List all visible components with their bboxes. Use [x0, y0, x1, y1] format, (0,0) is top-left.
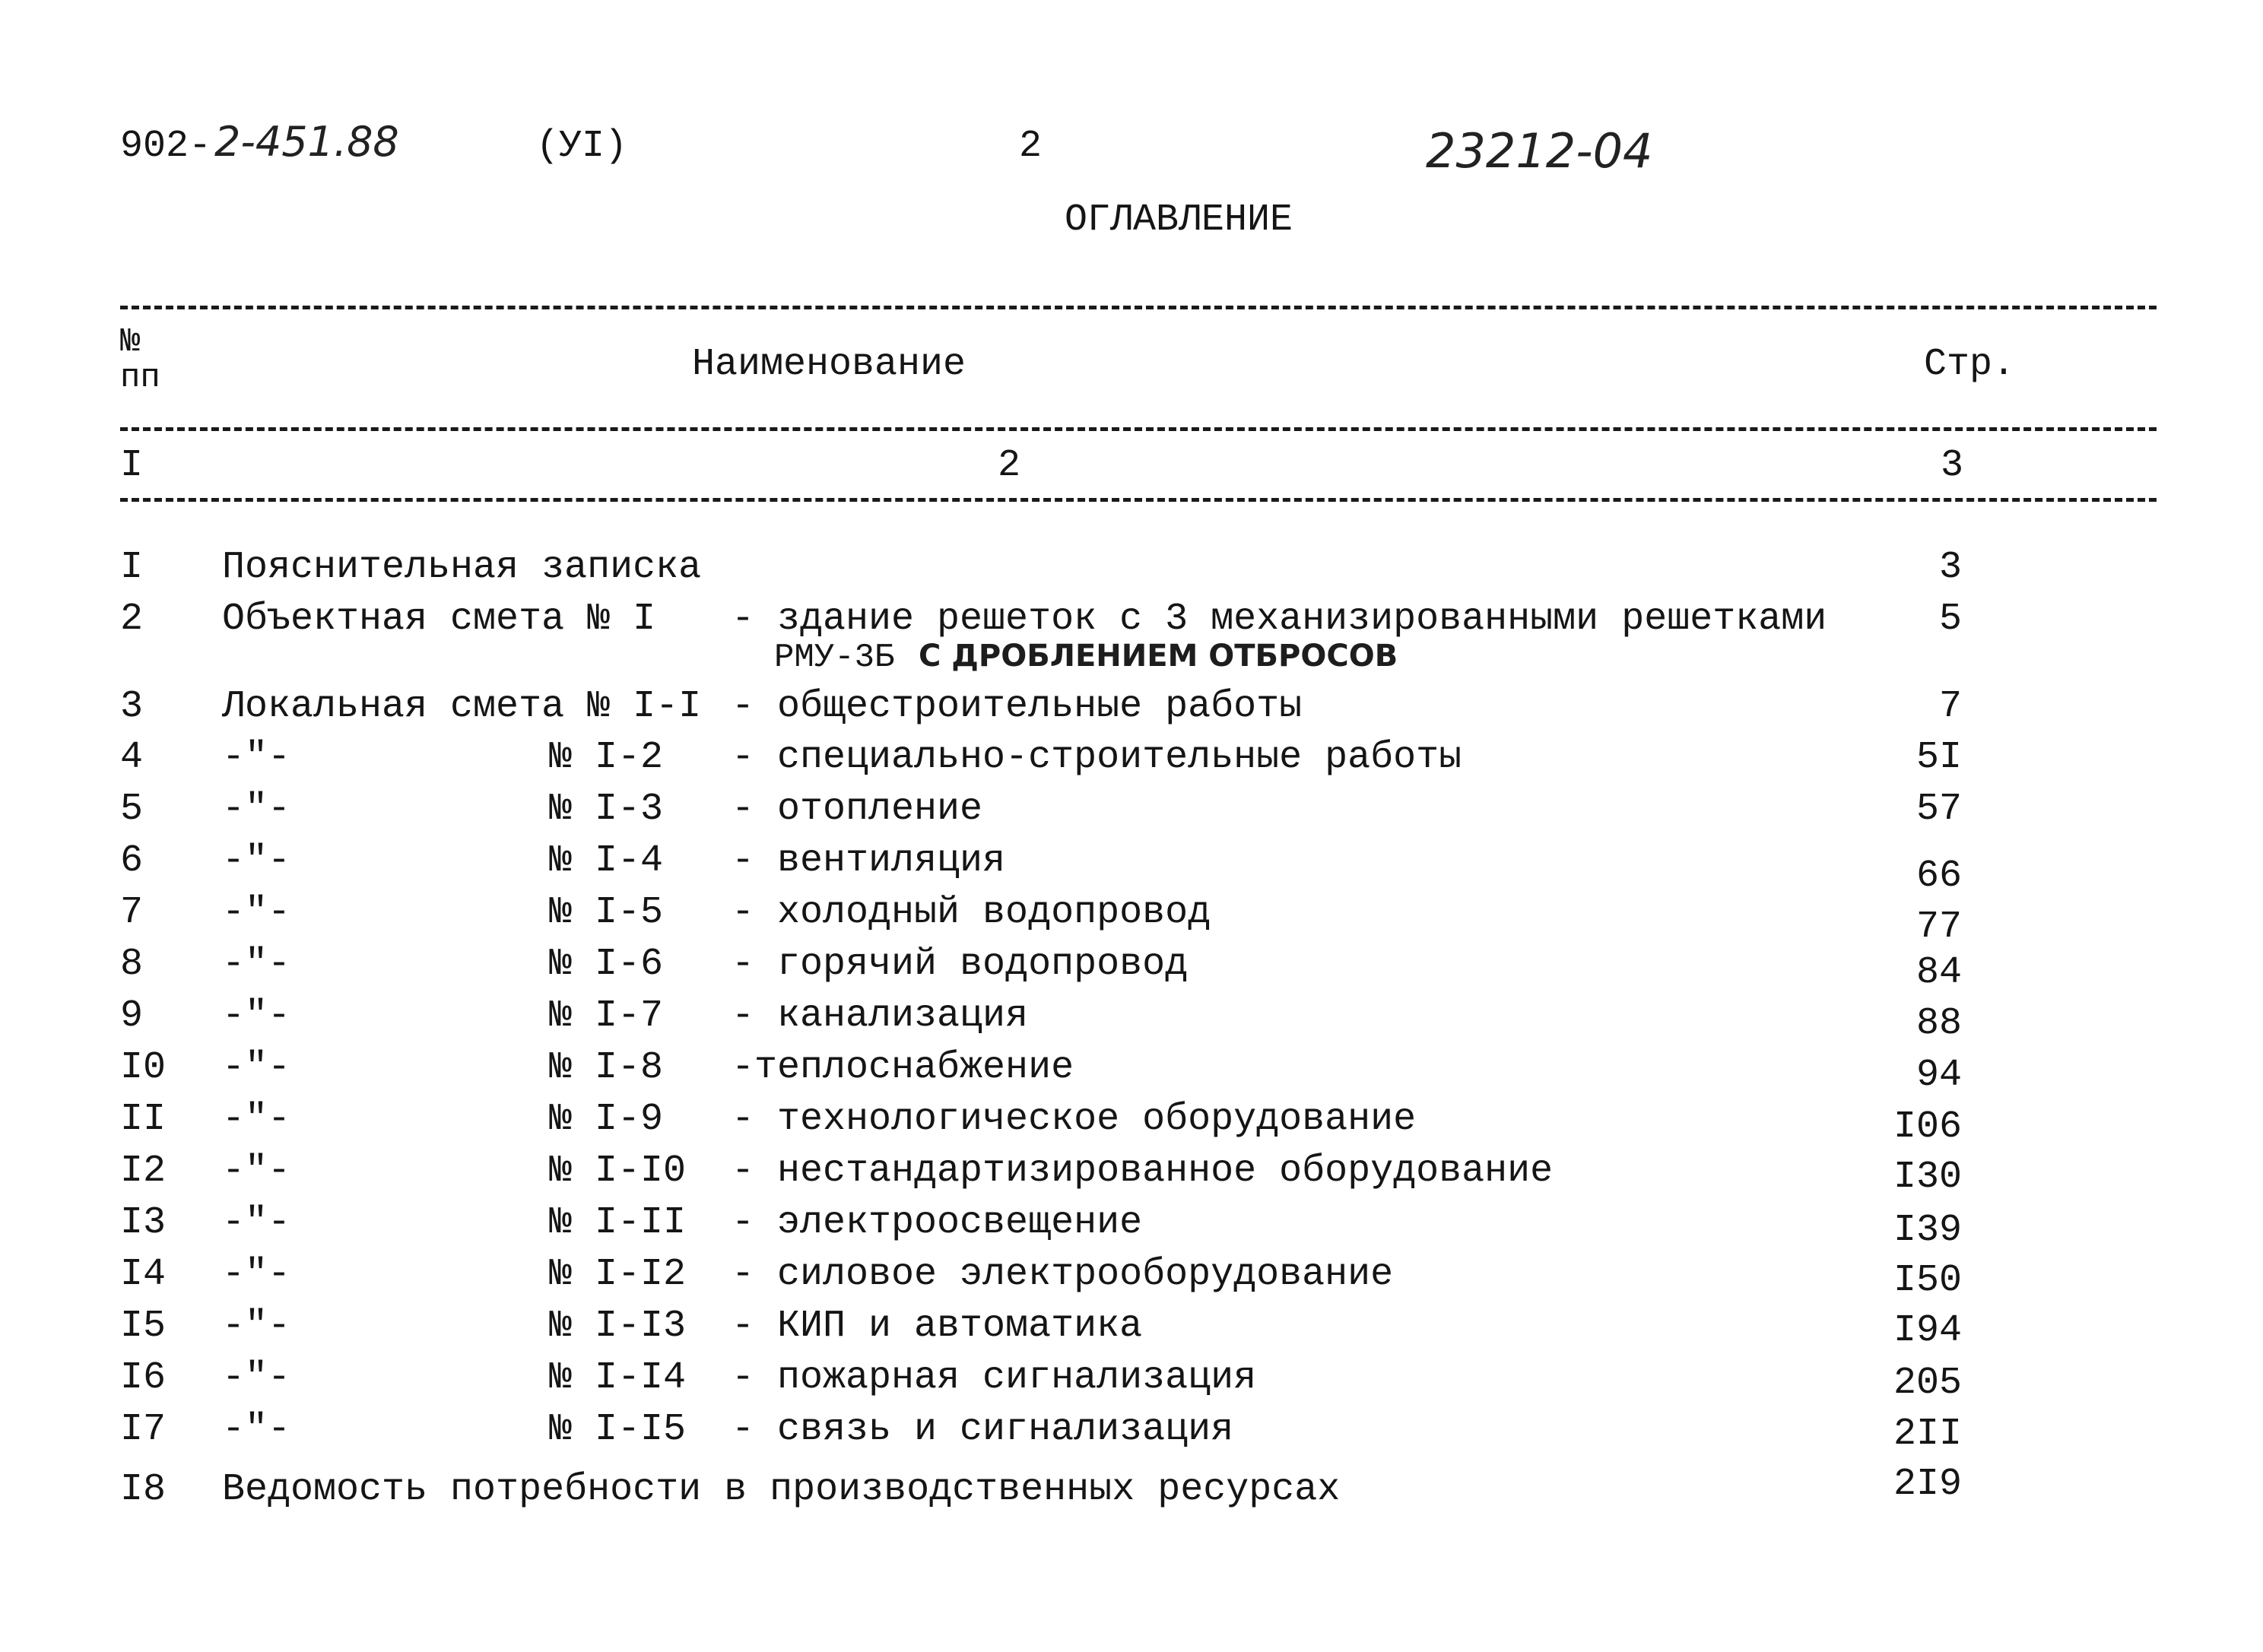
entry-code: № I-2 — [549, 736, 664, 779]
entry-description: - специально-строительные работы — [732, 736, 1462, 779]
entry-description: -теплоснабжение — [732, 1046, 1074, 1089]
entry-ditto: -"- — [222, 1305, 291, 1348]
column-number-2: 2 — [998, 444, 1021, 487]
entry-code: № I-I5 — [549, 1408, 687, 1451]
entry-description: - холодный водопровод — [732, 891, 1211, 934]
column-number-1: I — [120, 444, 144, 487]
doc-number: 23212-04 — [1426, 123, 1653, 179]
entry-ditto: -"- — [222, 788, 291, 831]
entry-num: I0 — [120, 1046, 167, 1089]
entry-page: 77 — [1915, 905, 1962, 949]
entry-description-handwritten: С ДРОБЛЕНИЕМ ОТБРОСОВ — [919, 639, 1398, 674]
entry-ditto: -"- — [222, 1149, 291, 1193]
header-page: Стр. — [1924, 343, 2016, 386]
entry-description: - отопление — [732, 788, 983, 831]
doc-code-handwritten: 2-451.88 — [214, 118, 399, 166]
doc-code-prefix: 902- — [120, 125, 212, 168]
entry-num: I4 — [120, 1253, 167, 1296]
entry-ditto: -"- — [222, 1201, 291, 1245]
entry-page: 2I9 — [1893, 1463, 1962, 1506]
entry-name: Локальная смета № I-I — [222, 685, 702, 728]
entry-num: I3 — [120, 1201, 167, 1245]
entry-page: 3 — [1938, 546, 1962, 589]
entry-description: - связь и сигнализация — [732, 1408, 1234, 1451]
entry-num: 8 — [120, 943, 144, 986]
entry-num: I2 — [120, 1149, 167, 1193]
entry-description: - нестандартизированное оборудование — [732, 1149, 1554, 1193]
entry-num: 3 — [120, 685, 144, 728]
entry-num: I8 — [120, 1468, 167, 1511]
entry-page: 88 — [1915, 1002, 1962, 1045]
entry-page: I30 — [1893, 1156, 1962, 1199]
entry-page: 205 — [1893, 1362, 1962, 1405]
entry-num: 9 — [120, 994, 144, 1038]
entry-ditto: -"- — [222, 1098, 291, 1141]
entry-page: 57 — [1915, 788, 1962, 831]
entry-ditto: -"- — [222, 839, 291, 883]
entry-page: 7 — [1938, 685, 1962, 728]
entry-code: № I-I3 — [549, 1305, 687, 1348]
entry-num: I — [120, 546, 144, 589]
entry-page: 2II — [1893, 1413, 1962, 1456]
page-title: ОГЛАВЛЕНИЕ — [1065, 198, 1293, 242]
entry-num: 6 — [120, 839, 144, 883]
entry-num: 5 — [120, 788, 144, 831]
entry-name: Ведомость потребности в производственных ресурсах — [222, 1468, 1341, 1511]
entry-code: № I-7 — [549, 994, 664, 1038]
entry-code: № I-9 — [549, 1098, 664, 1141]
volume-label: (УI) — [536, 125, 628, 168]
entry-code: № I-4 — [549, 839, 664, 883]
entry-page: I50 — [1893, 1259, 1962, 1302]
entry-num: 7 — [120, 891, 144, 934]
entry-description: - общестроительные работы — [732, 685, 1303, 728]
entry-num: I6 — [120, 1356, 167, 1400]
entry-description: - КИП и автоматика — [732, 1305, 1143, 1348]
entry-page: 5I — [1915, 736, 1962, 779]
entry-description: - электроосвещение — [732, 1201, 1143, 1245]
entry-num: I7 — [120, 1408, 167, 1451]
entry-page: 84 — [1915, 951, 1962, 994]
entry-ditto: -"- — [222, 1253, 291, 1296]
entry-description: - технологическое оборудование — [732, 1098, 1417, 1141]
entry-name: Пояснительная записка — [222, 546, 702, 589]
entry-ditto: -"- — [222, 994, 291, 1038]
entry-description: - горячий водопровод — [732, 943, 1189, 986]
entry-code: № I-I4 — [549, 1356, 687, 1400]
entry-code: № I-8 — [549, 1046, 664, 1089]
entry-page: I94 — [1893, 1309, 1962, 1352]
entry-page: 66 — [1915, 855, 1962, 898]
column-numbers-rule — [120, 498, 2157, 502]
entry-ditto: -"- — [222, 1408, 291, 1451]
entry-page: I39 — [1893, 1209, 1962, 1252]
entry-code: № I-I2 — [549, 1253, 687, 1296]
page-number: 2 — [1019, 125, 1043, 168]
entry-code: № I-3 — [549, 788, 664, 831]
entry-ditto: -"- — [222, 891, 291, 934]
entry-description-line2: РМУ-3Б — [774, 639, 895, 677]
entry-num: I5 — [120, 1305, 167, 1348]
entry-description: - силовое электрооборудование — [732, 1253, 1394, 1296]
entry-code: № I-II — [549, 1201, 687, 1245]
entry-ditto: -"- — [222, 1046, 291, 1089]
entry-page: 5 — [1938, 598, 1962, 641]
entry-num: 2 — [120, 598, 144, 641]
entry-ditto: -"- — [222, 943, 291, 986]
column-number-3: 3 — [1941, 444, 1964, 487]
header-bottom-rule — [120, 427, 2157, 431]
entry-description: - канализация — [732, 994, 1029, 1038]
entry-num: II — [120, 1098, 167, 1141]
entry-description: - здание решеток с 3 механизированными решетками — [732, 598, 1827, 641]
header-name: Наименование — [692, 343, 966, 386]
entry-name: Объектная смета № I — [222, 598, 656, 641]
table-top-rule — [120, 306, 2157, 309]
header-num-symbol: № — [120, 323, 141, 361]
entry-code: № I-I0 — [549, 1149, 687, 1193]
entry-ditto: -"- — [222, 736, 291, 779]
entry-code: № I-6 — [549, 943, 664, 986]
entry-num: 4 — [120, 736, 144, 779]
header-num-label: пп — [120, 359, 160, 397]
entry-description: - вентиляция — [732, 839, 1006, 883]
entry-ditto: -"- — [222, 1356, 291, 1400]
entry-code: № I-5 — [549, 891, 664, 934]
entry-page: 94 — [1915, 1054, 1962, 1097]
entry-page: I06 — [1893, 1105, 1962, 1149]
entry-description: - пожарная сигнализация — [732, 1356, 1257, 1400]
